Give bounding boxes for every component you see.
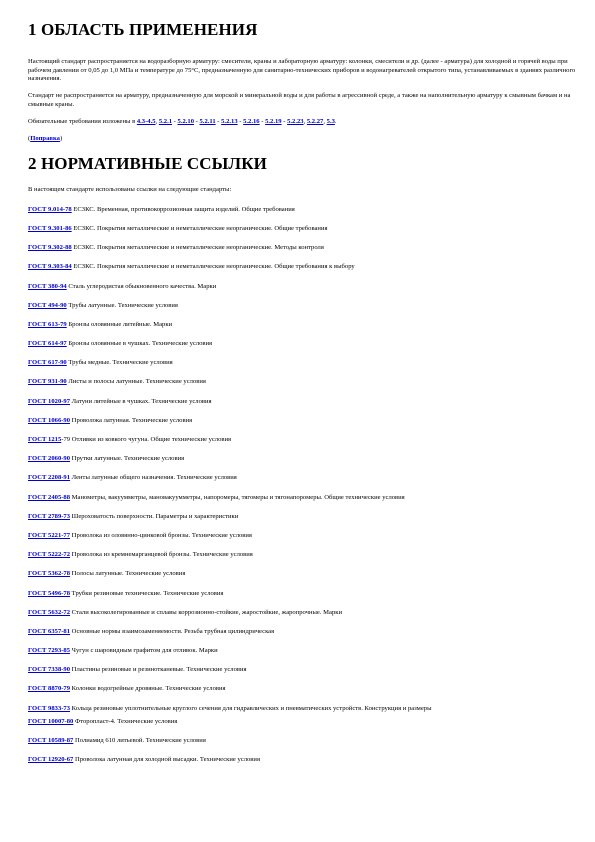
clause-separator: , [155, 117, 159, 125]
clause-link[interactable]: 5.2.1 [158, 117, 173, 125]
reference-item [28, 532, 576, 541]
standard-link[interactable]: ГОСТ 9.014-78 [28, 205, 72, 213]
standard-link[interactable]: ГОСТ 6357-81 [28, 627, 71, 635]
references-list [28, 206, 576, 765]
reference-item [28, 206, 576, 215]
clause-separator: , [303, 117, 307, 125]
mandatory-prefix: Обязательные требования изложены в [28, 117, 137, 125]
clause-separator: - [237, 117, 244, 125]
reference-item [28, 628, 576, 637]
standard-title: ЕСЗКС. Покрытия металлические и неметаллические неорганические. Общие требования к выбору [71, 263, 355, 271]
standard-title: Основные нормы взаимозаменяемости. Резьба трубная цилиндрическая [70, 627, 275, 635]
clause-separator: - [172, 117, 178, 125]
standard-link[interactable]: ГОСТ 7293-85 [28, 647, 71, 655]
references-intro: В настоящем стандарте использованы ссылки на следующие стандарты: [28, 186, 232, 194]
scope-exclusions-paragraph: Стандарт не распространяется на арматуру, предназначенную для морской и минеральной воды и для работы в агрессивной среде, а также на наполнительную арматуру к смывным бачкам и на смывные краны. [28, 92, 571, 108]
reference-item [28, 474, 576, 483]
standard-link[interactable]: ГОСТ 10589-87 [28, 737, 74, 744]
standard-link[interactable]: ГОСТ 380-94 [28, 282, 67, 290]
standard-link[interactable]: ГОСТ 2208-91 [28, 474, 71, 482]
reference-item [28, 321, 576, 330]
standard-link[interactable]: ГОСТ 9.302-88 [28, 244, 72, 252]
standard-link[interactable]: ГОСТ 8870-79 [28, 685, 71, 693]
standard-title: ЕСЗКС. Покрытия металлические и неметаллические неорганические. Общие требования [71, 224, 328, 232]
standard-link[interactable]: ГОСТ 1020-97 [28, 397, 71, 405]
standard-link[interactable]: ГОСТ 10007-80 [28, 717, 74, 725]
standard-link[interactable]: ГОСТ 9833-73 [28, 704, 71, 712]
standard-title: -79 Отливки из ковкого чугуна. Общие технические условия [61, 436, 232, 443]
clause-link[interactable]: 5.3 [326, 117, 335, 125]
standard-title: ЕСЗКС. Покрытия металлические и неметаллические неорганические. Методы контроля [71, 244, 324, 252]
reference-item [28, 590, 576, 599]
reference-item [28, 378, 576, 387]
reference-item [28, 609, 576, 618]
standard-link[interactable]: ГОСТ 12920-67 [28, 756, 74, 764]
clause-link[interactable]: 5.2.23 [287, 117, 304, 125]
standard-link[interactable]: ГОСТ 9.301-86 [28, 224, 72, 232]
reference-item [28, 685, 576, 694]
document-page [28, 18, 576, 775]
clause-separator: - [259, 117, 266, 125]
standard-title: Бронзы оловянные в чушках. Технические условия [66, 340, 213, 348]
standard-title: Трубки резиновые технические. Технические условия [70, 589, 224, 597]
mandatory-suffix: . [334, 117, 337, 125]
standard-title: Полосы латунные. Технические условия [70, 570, 186, 578]
standard-link[interactable]: ГОСТ 5632-72 [28, 608, 71, 616]
standard-title: Проволока из оловянно-цинковой бронзы. Технические условия [70, 531, 252, 539]
standard-title: Пластины резиновые и резинотканевые. Технические условия [70, 666, 247, 674]
standard-title: Проволока из кремнемарганцевой бронзы. Технические условия [70, 551, 253, 559]
scope-paragraph: Настоящий стандарт распространяется на водоразборную арматуру: смесители, краны и лабораторную арматуру: колонки, смесители и др. (далее - арматура) для холодной и горячей воды при рабочем давлении от 0,05 до 1,0 МПа и температуре до 75°С, предназначенную для санитарно-технических приборов и водонагревателей открытого типа, устанавливаемых в зданиях различного назначения. [28, 58, 576, 83]
standard-title: Фторопласт-4. Технические условия [73, 717, 178, 725]
standard-title: Прутки латунные. Технические условия [70, 455, 185, 463]
reference-item [28, 737, 576, 746]
amendment-close-paren: ) [59, 135, 63, 143]
reference-item [28, 494, 576, 503]
standard-title: Кольца резиновые уплотнительные круглого сечения для гидравлических и пневматических устройств. Конструкция и размеры [70, 704, 432, 712]
reference-item [28, 705, 576, 714]
standard-title: Сталь углеродистая обыкновенного качества. Марки [66, 282, 217, 290]
reference-item [28, 340, 576, 349]
clause-link[interactable]: 5.2.19 [265, 117, 282, 125]
reference-item [28, 551, 576, 560]
standard-link[interactable]: ГОСТ 613-79 [28, 320, 67, 328]
clause-link[interactable]: 5.2.13 [221, 117, 238, 125]
standard-title: Бронзы оловянные литейные. Марки [66, 320, 173, 328]
amendment-open-paren: ( [28, 135, 31, 143]
standard-link[interactable]: ГОСТ 9.303-84 [28, 263, 72, 271]
standard-title: Проволока латунная. Технические условия [70, 416, 193, 424]
standard-title: Проволока латунная для холодной высадки. Технические условия [73, 756, 260, 764]
standard-title: Шероховатость поверхности. Параметры и характеристики [70, 512, 239, 520]
standard-link[interactable]: ГОСТ 5496-78 [28, 589, 71, 597]
standard-title: Листы и полосы латунные. Технические условия [66, 378, 206, 386]
standard-title: Трубы латунные. Технические условия [66, 301, 178, 309]
standard-title: Колонки водогрейные дровяные. Технические условия [70, 685, 226, 693]
standard-link[interactable]: ГОСТ 614-97 [28, 340, 67, 348]
reference-item [28, 283, 576, 292]
reference-item [28, 417, 576, 426]
standard-title: Трубы медные. Технические условия [66, 359, 173, 367]
reference-item [28, 263, 576, 272]
clause-link[interactable]: 5.2.11 [199, 117, 216, 125]
standard-link[interactable]: ГОСТ 2060-90 [28, 455, 71, 463]
mandatory-requirements-paragraph [28, 118, 576, 127]
standard-title: Полиамид 610 литьевой. Технические условия [73, 737, 206, 744]
standard-title: Латуни литейные в чушках. Технические условия [70, 397, 212, 405]
reference-item [28, 570, 576, 579]
reference-item [28, 666, 576, 675]
standard-link[interactable]: ГОСТ 617-90 [28, 359, 67, 367]
reference-item [28, 436, 576, 445]
reference-item [28, 225, 576, 234]
standard-title: Манометры, вакуумметры, мановакуумметры, напоромеры, тягомеры и тягонапоромеры. Общие технические условия [70, 493, 405, 501]
reference-item [28, 513, 576, 522]
standard-link[interactable]: ГОСТ 5221-77 [28, 531, 71, 539]
reference-item [28, 398, 576, 407]
reference-item [28, 302, 576, 311]
standard-title: Чугун с шаровидным графитом для отливок. Марки [70, 647, 218, 655]
standard-title: ЕСЗКС. Временная, противокоррозионная защита изделий. Общие требования [71, 205, 295, 213]
standard-title: Ленты латунные общего назначения. Технические условия [70, 474, 237, 482]
reference-item [28, 359, 576, 368]
section-2-heading: 2 НОРМАТИВНЫЕ ССЫЛКИ [28, 154, 267, 174]
standard-link[interactable]: ГОСТ 5362-78 [28, 570, 71, 578]
clause-separator: - [194, 117, 200, 125]
standard-link[interactable]: ГОСТ 931-90 [28, 378, 67, 386]
standard-link[interactable]: ГОСТ 2405-88 [28, 493, 71, 501]
standard-title: Стали высоколегированные и сплавы коррозионно-стойкие, жаростойкие, жаропрочные. Марки [70, 608, 342, 616]
standard-link[interactable]: ГОСТ 5222-72 [28, 551, 71, 559]
clause-separator: - [215, 117, 222, 125]
reference-item [28, 455, 576, 464]
clause-link[interactable]: 5.2.16 [243, 117, 260, 125]
standard-link[interactable]: ГОСТ 494-90 [28, 301, 67, 309]
standard-link[interactable]: ГОСТ 1066-90 [28, 416, 71, 424]
reference-item [28, 647, 576, 656]
section-1-heading: 1 ОБЛАСТЬ ПРИМЕНЕНИЯ [28, 20, 258, 39]
amendment-note [28, 135, 576, 144]
amendment-link[interactable]: Поправка [30, 135, 60, 143]
clause-link[interactable]: 5.2.10 [177, 117, 194, 125]
clause-separator: , [323, 117, 327, 125]
reference-item [28, 756, 576, 765]
clause-separator: - [281, 117, 288, 125]
reference-item [28, 718, 576, 727]
clause-link[interactable]: 4.3-4.5 [136, 117, 156, 125]
reference-item [28, 244, 576, 253]
clause-link[interactable]: 5.2.27 [306, 117, 324, 125]
standard-link[interactable]: ГОСТ 7338-90 [28, 666, 71, 674]
standard-link[interactable]: ГОСТ 2789-73 [28, 512, 71, 520]
standard-link[interactable]: ГОСТ 1215 [28, 436, 62, 443]
